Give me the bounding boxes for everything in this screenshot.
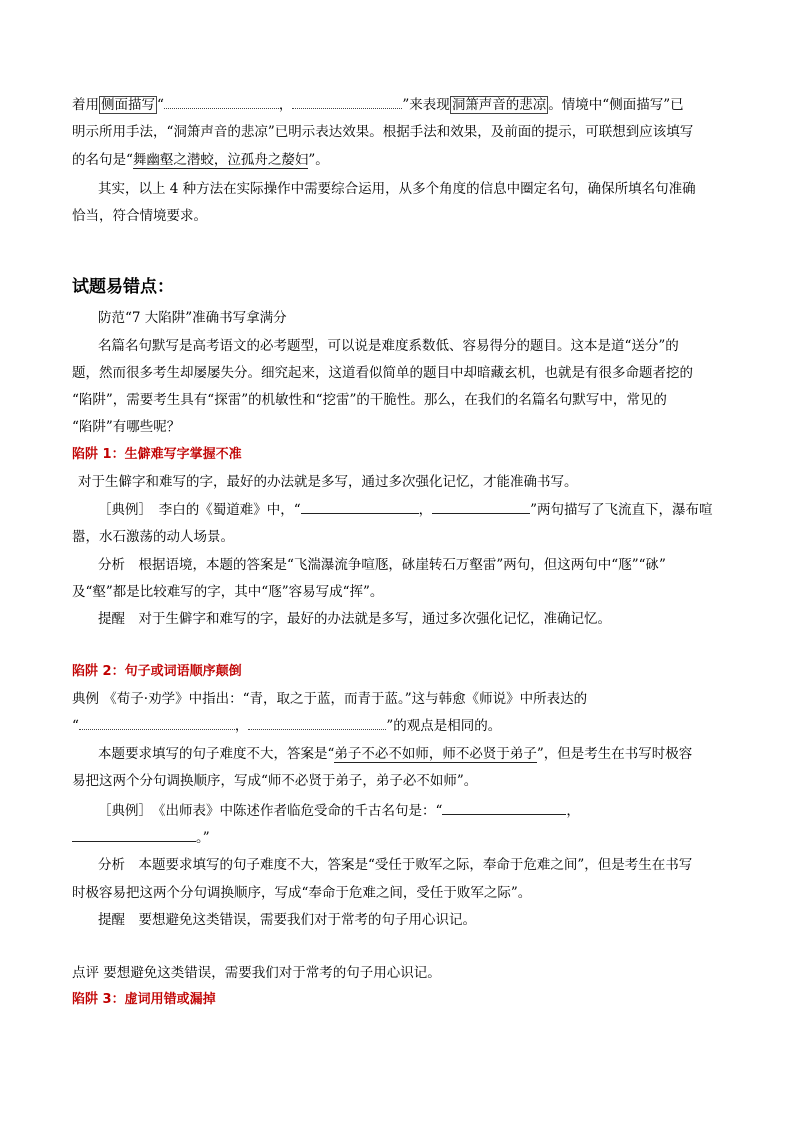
- text: ”两句描写了飞流直下，瀑布喧: [530, 502, 713, 518]
- comment-line: 点评 要想避免这类错误，需要我们对于常考的句子用心识记。: [72, 965, 441, 981]
- intro-line3: 题，然而很多考生却屡屡失分。细究起来，这道看似简单的题目中却暗藏玄机，也就是有很多命题者挖的: [72, 365, 693, 381]
- text: ”来表现: [402, 97, 450, 113]
- intro-line1: 防范“7 大陷阱”准确书写拿满分: [98, 310, 287, 326]
- para2-line1: 其实，以上 4 种方法在实际操作中需要综合运用，从多个角度的信息中圈定名句，确保所填名句准确: [98, 181, 696, 197]
- blank-line: [72, 829, 196, 842]
- text: ，: [566, 803, 580, 819]
- trap2-line3: [98, 745, 692, 763]
- intro-line5: “陷阱”有哪些呢？: [72, 419, 181, 435]
- trap2-line8: 时极容易把这两个分句调换顺序，写成“奉命于危难之间，受任于败军之际”。: [72, 885, 532, 901]
- text: ，: [234, 718, 249, 734]
- intro-line4: “陷阱”，需要考生具有“探雷”的机敏性和“挖雷”的干脆性。那么，在我们的名篇名句默写中，常见的: [72, 392, 667, 408]
- section-title: 试题易错点：: [72, 277, 174, 297]
- text: 本题要求填写的句子难度不大，答案是“: [98, 746, 335, 762]
- text: ［典例］ 《出师表》中陈述作者临危受命的千古名句是：“: [98, 803, 443, 819]
- para1-line1: [72, 96, 684, 114]
- blank-line: [301, 501, 419, 514]
- trap2-line4: 易把这两个分句调换顺序，写成“师不必贤于弟子，弟子必不如师”。: [72, 773, 478, 789]
- trap1-line4: 分析 根据语境，本题的答案是“飞湍瀑流争喧豗，砯崖转石万壑雷”两句，但这两句中“豗”“砯”: [98, 557, 666, 573]
- blank-line: [79, 717, 235, 730]
- text: 着用: [72, 97, 99, 113]
- para1-line2: 明示所用手法，“洞箫声音的悲凉”已明示表达效果。根据手法和效果，及前面的提示，可联想到应该填写: [72, 124, 694, 140]
- text: ”，但是考生在书写时极容: [536, 746, 693, 762]
- trap1-line5: 及“壑”都是比较难写的字，其中“豗”容易写成“挥”。: [72, 584, 384, 600]
- trap2-line2: [72, 717, 501, 735]
- trap2-line7: 分析 本题要求填写的句子难度不大，答案是“受任于败军之际，奉命于危难之间”，但是考生在书写: [98, 857, 693, 873]
- blank-line: [292, 96, 402, 109]
- trap2-line9: 提醒 要想避免这类错误，需要我们对于常考的句子用心识记。: [98, 912, 476, 928]
- blank-line: [442, 802, 566, 815]
- blank-line: [164, 96, 279, 109]
- boxed-term-effect: 洞箫声音的悲凉: [451, 97, 547, 113]
- blank-line: [432, 501, 530, 514]
- trap1-line3: 嚣，水石激荡的动人场景。: [72, 529, 234, 545]
- trap3-title: 陷阱 3：虚词用错或漏掉: [72, 992, 216, 1007]
- boxed-term-side-description: 侧面描写: [101, 97, 155, 113]
- text: ，: [418, 502, 433, 518]
- text: ”的观点是相同的。: [386, 718, 502, 734]
- text: 。”: [196, 830, 210, 846]
- trap1-line2: [98, 501, 713, 519]
- text: 的名句是“: [72, 152, 133, 168]
- trap1-line1: 对于生僻字和难写的字，最好的办法就是多写，通过多次强化记忆，才能准确书写。: [78, 474, 578, 490]
- para1-line3: [72, 151, 329, 169]
- intro-line2: 名篇名句默写是高考语文的必考题型，可以说是难度系数低、容易得分的题目。这本是道“送分”的: [98, 338, 679, 354]
- blank-line: [248, 717, 386, 730]
- trap2-line1: 典例 《荀子·劝学》中指出：“青，取之于蓝，而青于蓝。”这与韩愈《师说》中所表达的: [72, 691, 588, 707]
- text: ［典例］ 李白的《蜀道难》中，“: [98, 502, 301, 518]
- trap2-line6: [72, 829, 210, 847]
- text: ”。: [308, 152, 329, 168]
- text: “: [72, 718, 79, 734]
- trap1-line6: 提醒 对于生僻字和难写的字，最好的办法就是多写，通过多次强化记忆，准确记忆。: [98, 611, 611, 627]
- trap1-title: 陷阱 1：生僻难写字掌握不准: [72, 447, 242, 462]
- answer-underlined: 弟子不必不如师，师不必贤于弟子: [334, 746, 537, 762]
- trap2-title: 陷阱 2：句子或词语顺序颠倒: [72, 664, 242, 679]
- answer-underlined: 舞幽壑之潜蛟，泣孤舟之嫠妇: [132, 152, 309, 168]
- text: 。情境中“侧面描写”已: [548, 97, 684, 113]
- text: ，: [278, 97, 293, 113]
- text: “: [157, 97, 164, 113]
- trap2-line5: [98, 802, 580, 820]
- para2-line2: 恰当，符合情境要求。: [72, 208, 207, 224]
